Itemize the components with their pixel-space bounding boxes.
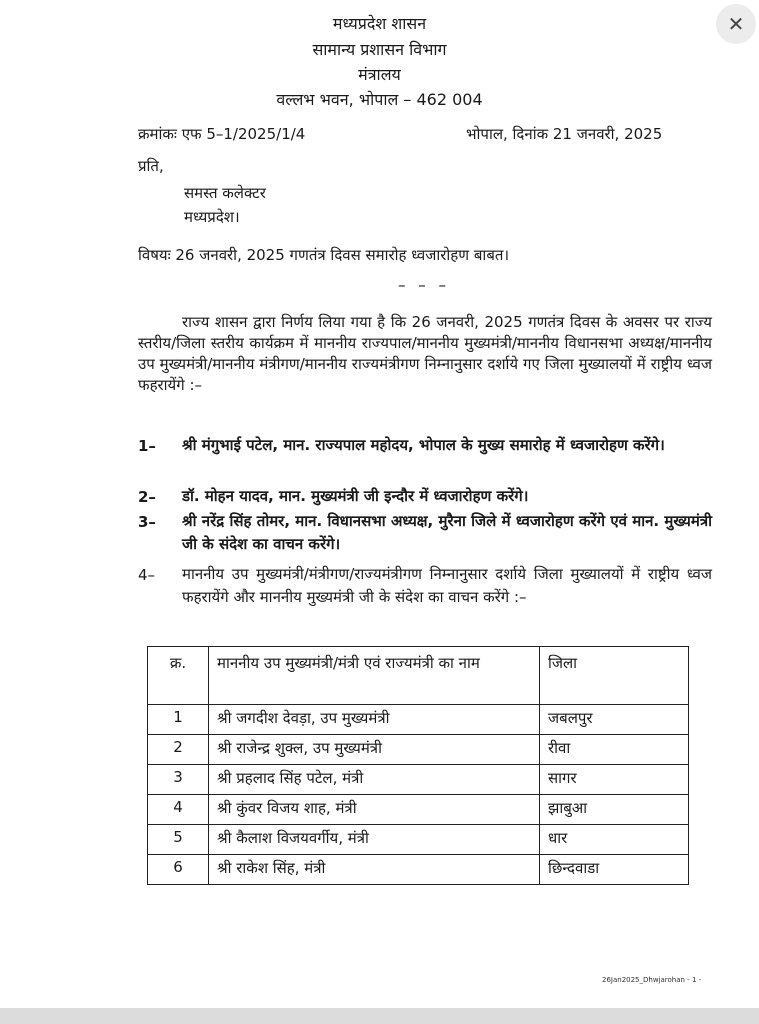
cell-district: जबलपुर xyxy=(540,705,689,735)
cell-serial: 5 xyxy=(148,825,209,855)
cell-district: छिन्दवाडा xyxy=(540,855,689,885)
cell-serial: 3 xyxy=(148,765,209,795)
cell-name: श्री कैलाश विजयवर्गीय, मंत्री xyxy=(209,825,540,855)
place-date: भोपाल, दिनांक 21 जनवरी, 2025 xyxy=(466,125,663,143)
intro-paragraph: राज्य शासन द्वारा निर्णय लिया गया है कि 26 जनवरी, 2025 गणतंत्र दिवस के अवसर पर राज्य स्तरीय/जिला स्तरीय कार्यक्रम में माननीय राज्यपाल/माननीय मुख्यमंत्री/माननीय विधानसभा अध्यक्ष/माननीय उप मुख्यमंत्री/माननीय मंत्रीगण/माननीय राज्यमंत्रीगण निम्नानुसार दर्शाये गए जिला मुख्यालयों में राष्ट्रीय ध्वज फहरायेंगे :– xyxy=(138,313,712,394)
cell-serial: 1 xyxy=(148,705,209,735)
bottom-bar xyxy=(0,1008,759,1024)
recipient-line2: मध्यप्रदेश। xyxy=(184,208,240,226)
point-text: श्री नरेंद्र सिंह तोमर, मान. विधानसभा अध्यक्ष, मुरैना जिले में ध्वजारोहण करेंगे एवं मान. मुख्यमंत्री जी के संदेश का वाचन करेंगे। xyxy=(182,512,712,553)
point-number: 3– xyxy=(138,513,156,531)
point-number: 4– xyxy=(138,566,156,584)
table-row xyxy=(148,735,689,765)
cell-district: रीवा xyxy=(540,735,689,765)
point-number: 2– xyxy=(138,488,156,506)
recipient-to: प्रति, xyxy=(138,157,164,175)
cell-serial: 2 xyxy=(148,735,209,765)
cell-name: श्री जगदीश देवड़ा, उप मुख्यमंत्री xyxy=(209,705,540,735)
table-row xyxy=(148,795,689,825)
cell-district: झाबुआ xyxy=(540,795,689,825)
ministers-table xyxy=(147,646,689,885)
header-address: वल्लभ भवन, भोपाल – 462 004 xyxy=(276,90,483,109)
recipient-line1: समस्त कलेक्टर xyxy=(184,184,266,202)
reference-number: क्रमांकः एफ 5–1/2025/1/4 xyxy=(138,125,306,143)
point-text: श्री मंगुभाई पटेल, मान. राज्यपाल महोदय, भोपाल के मुख्य समारोह में ध्वजारोहण करेंगे। xyxy=(182,436,665,454)
table-row xyxy=(148,765,689,795)
file-footer: 26Jan2025_Dhwjarohan - 1 - xyxy=(602,976,702,984)
separator: – – – xyxy=(398,276,451,294)
close-icon: ✕ xyxy=(727,12,745,36)
header-name: माननीय उप मुख्यमंत्री/मंत्री एवं राज्यमंत्री का नाम xyxy=(209,647,540,705)
point-text: माननीय उप मुख्यमंत्री/मंत्रीगण/राज्यमंत्रीगण निम्नानुसार दर्शाये जिला मुख्यालयों में राष्ट्रीय ध्वज फहरायेंगे और माननीय मुख्यमंत्री जी के संदेश का वाचन करेंगे :– xyxy=(182,565,712,606)
header-district: जिला xyxy=(540,647,689,705)
header-department: सामान्य प्रशासन विभाग xyxy=(312,40,447,59)
cell-name: श्री राकेश सिंह, मंत्री xyxy=(209,855,540,885)
point-text: डॉ. मोहन यादव, मान. मुख्यमंत्री जी इन्दौर में ध्वजारोहण करेंगे। xyxy=(182,487,529,505)
cell-name: श्री कुंवर विजय शाह, मंत्री xyxy=(209,795,540,825)
cell-name: श्री राजेन्द्र शुक्ल, उप मुख्यमंत्री xyxy=(209,735,540,765)
cell-serial: 4 xyxy=(148,795,209,825)
cell-serial: 6 xyxy=(148,855,209,885)
table-header-row xyxy=(148,647,689,705)
cell-district: धार xyxy=(540,825,689,855)
header-serial: क्र. xyxy=(148,647,209,705)
table-row xyxy=(148,825,689,855)
subject-line: विषयः 26 जनवरी, 2025 गणतंत्र दिवस समारोह ध्वजारोहण बाबत। xyxy=(138,246,510,264)
cell-name: श्री प्रहलाद सिंह पटेल, मंत्री xyxy=(209,765,540,795)
cell-district: सागर xyxy=(540,765,689,795)
header-state: मध्यप्रदेश शासन xyxy=(332,14,427,33)
table-row xyxy=(148,705,689,735)
header-ministry: मंत्रालय xyxy=(358,65,401,84)
table-row xyxy=(148,855,689,885)
point-number: 1– xyxy=(138,437,156,455)
